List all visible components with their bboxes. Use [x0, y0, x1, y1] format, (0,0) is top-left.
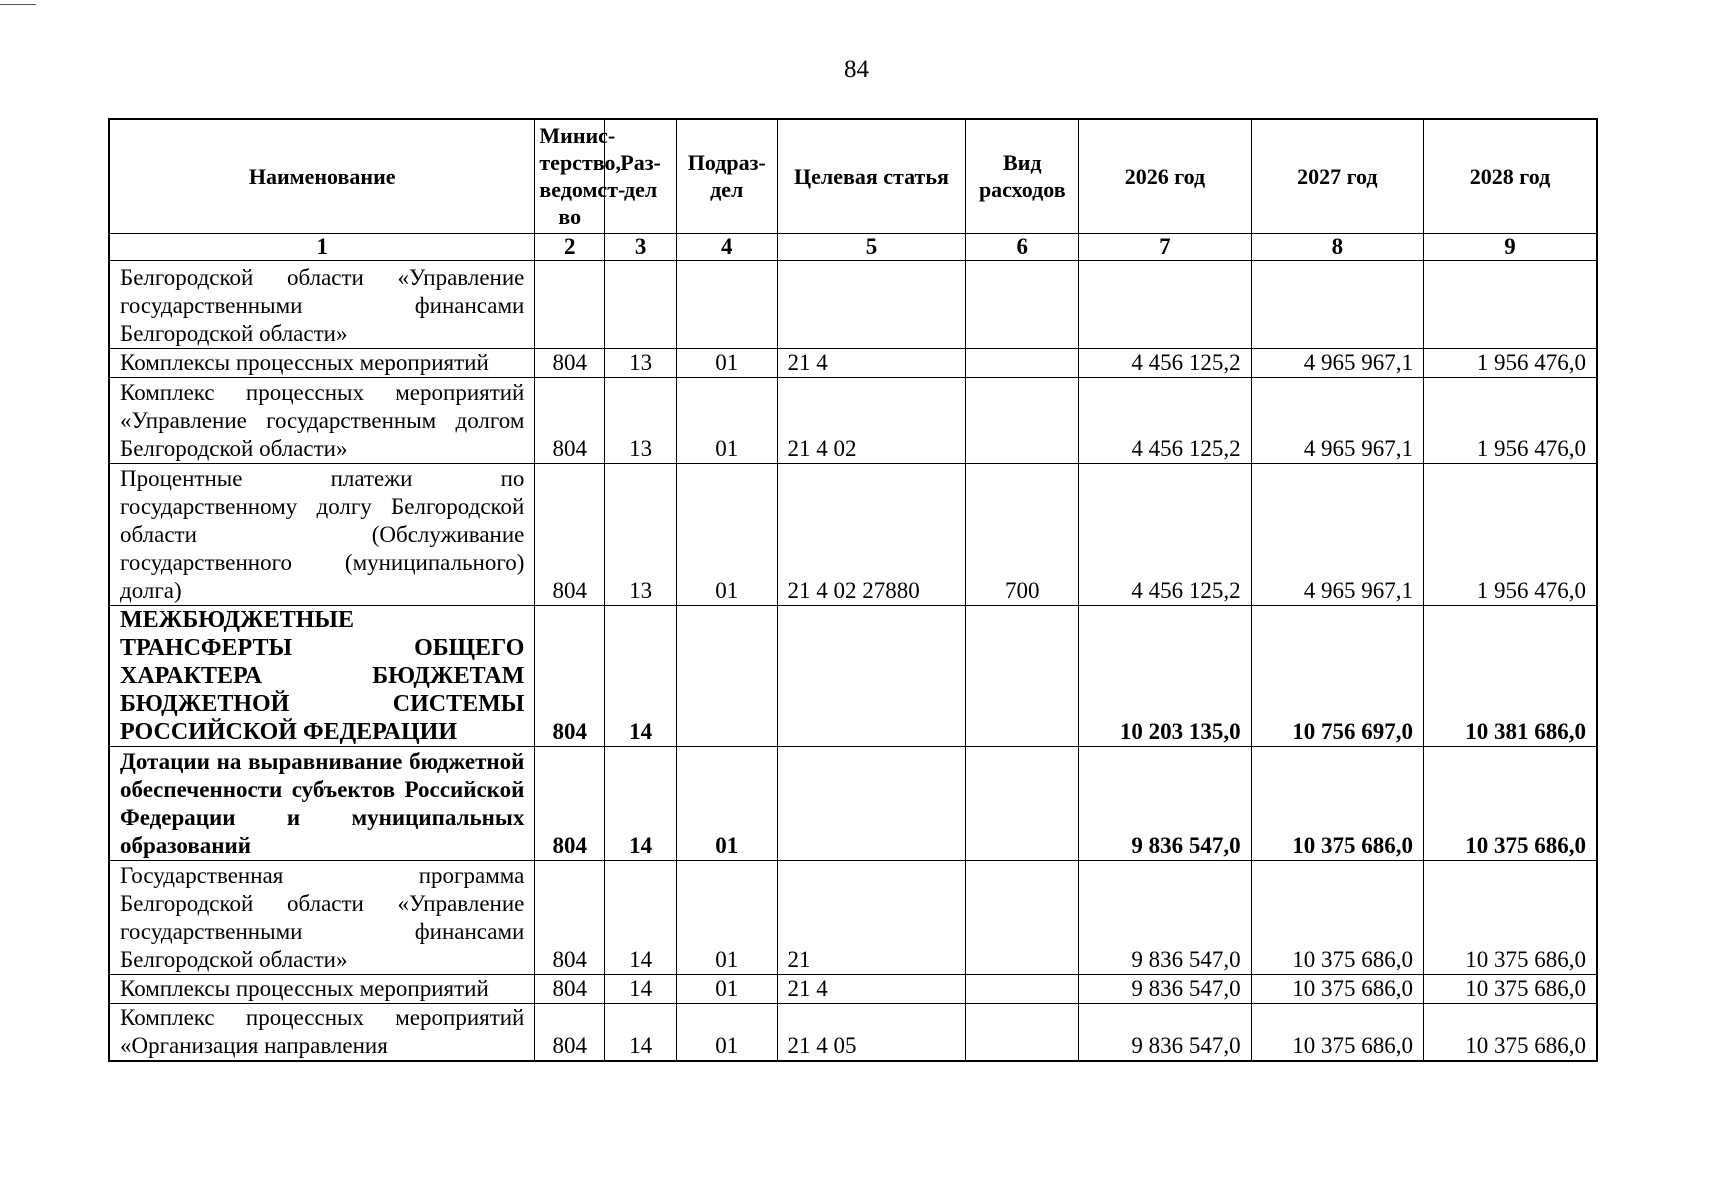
row-target-item: 21 4 — [777, 974, 966, 1003]
row-value-2028: 10 375 686,0 — [1424, 746, 1597, 860]
header-ministry: Минис-терство, ведомст-во — [535, 119, 605, 233]
row-subsection — [676, 260, 777, 348]
header-expense-type: Вид расходов — [966, 119, 1079, 233]
table-row — [109, 974, 1597, 1003]
row-value-2026: 4 456 125,2 — [1079, 463, 1251, 605]
column-index: 6 — [966, 233, 1079, 260]
scan-edge-mark — [0, 4, 36, 5]
header-year-2028: 2028 год — [1424, 119, 1597, 233]
table-row — [109, 746, 1597, 860]
row-name: Белгородской области «Управление государственными финансами Белгородской области» — [109, 260, 535, 348]
row-value-2027: 10 375 686,0 — [1251, 746, 1423, 860]
row-name: Государственная программа Белгородской области «Управление государственными финансами Белгородской области» — [109, 860, 535, 974]
row-section: 14 — [605, 605, 677, 746]
row-expense-type: 700 — [966, 463, 1079, 605]
row-ministry — [535, 260, 605, 348]
row-value-2026: 9 836 547,0 — [1079, 860, 1251, 974]
row-value-2026: 4 456 125,2 — [1079, 377, 1251, 463]
row-target-item: 21 — [777, 860, 966, 974]
row-name: Комплексы процессных мероприятий — [109, 348, 535, 377]
row-target-item: 21 4 02 27880 — [777, 463, 966, 605]
row-ministry: 804 — [535, 860, 605, 974]
row-value-2028: 10 381 686,0 — [1424, 605, 1597, 746]
row-section: 13 — [605, 377, 677, 463]
table-row — [109, 377, 1597, 463]
row-value-2028: 10 375 686,0 — [1424, 974, 1597, 1003]
row-value-2028: 10 375 686,0 — [1424, 1003, 1597, 1061]
table-row — [109, 605, 1597, 746]
column-index: 2 — [535, 233, 605, 260]
row-name: МЕЖБЮДЖЕТНЫЕ ТРАНСФЕРТЫ ОБЩЕГО ХАРАКТЕРА БЮДЖЕТАМ БЮДЖЕТНОЙ СИСТЕМЫ РОССИЙСКОЙ ФЕДЕРАЦИИ — [109, 605, 535, 746]
row-expense-type — [966, 1003, 1079, 1061]
row-subsection: 01 — [676, 348, 777, 377]
table-row — [109, 463, 1597, 605]
column-index-row — [109, 233, 1597, 260]
page-number: 84 — [844, 56, 869, 83]
row-expense-type — [966, 746, 1079, 860]
column-index: 8 — [1251, 233, 1423, 260]
header-target-item: Целевая статья — [777, 119, 966, 233]
row-subsection: 01 — [676, 974, 777, 1003]
row-section: 14 — [605, 860, 677, 974]
table-row — [109, 860, 1597, 974]
row-value-2027: 10 375 686,0 — [1251, 1003, 1423, 1061]
row-value-2027: 10 375 686,0 — [1251, 860, 1423, 974]
row-target-item: 21 4 05 — [777, 1003, 966, 1061]
row-subsection — [676, 605, 777, 746]
row-value-2028: 1 956 476,0 — [1424, 348, 1597, 377]
row-section: 13 — [605, 463, 677, 605]
row-expense-type — [966, 860, 1079, 974]
row-ministry: 804 — [535, 348, 605, 377]
column-index: 7 — [1079, 233, 1251, 260]
header-row — [109, 119, 1597, 233]
row-ministry: 804 — [535, 463, 605, 605]
header-name: Наименование — [109, 119, 535, 233]
row-target-item: 21 4 — [777, 348, 966, 377]
row-name: Дотации на выравнивание бюджетной обеспеченности субъектов Российской Федерации и муниципальных образований — [109, 746, 535, 860]
row-section: 14 — [605, 974, 677, 1003]
row-expense-type — [966, 348, 1079, 377]
column-index: 4 — [676, 233, 777, 260]
column-index: 5 — [777, 233, 966, 260]
row-subsection: 01 — [676, 1003, 777, 1061]
row-value-2028: 1 956 476,0 — [1424, 377, 1597, 463]
row-expense-type — [966, 605, 1079, 746]
column-index: 1 — [109, 233, 535, 260]
row-ministry: 804 — [535, 377, 605, 463]
row-value-2026: 10 203 135,0 — [1079, 605, 1251, 746]
header-year-2026: 2026 год — [1079, 119, 1251, 233]
row-value-2026: 9 836 547,0 — [1079, 746, 1251, 860]
header-section: Раз-дел — [605, 119, 677, 233]
header-year-2027: 2027 год — [1251, 119, 1423, 233]
row-value-2026 — [1079, 260, 1251, 348]
row-subsection: 01 — [676, 860, 777, 974]
row-ministry: 804 — [535, 1003, 605, 1061]
row-name: Процентные платежи по государственному долгу Белгородской области (Обслуживание государственного (муниципального) долга) — [109, 463, 535, 605]
row-value-2027: 4 965 967,1 — [1251, 348, 1423, 377]
row-value-2026: 4 456 125,2 — [1079, 348, 1251, 377]
row-target-item — [777, 605, 966, 746]
row-value-2027 — [1251, 260, 1423, 348]
row-value-2028: 1 956 476,0 — [1424, 463, 1597, 605]
budget-table — [108, 118, 1598, 1062]
row-expense-type — [966, 974, 1079, 1003]
table-row — [109, 348, 1597, 377]
row-value-2026: 9 836 547,0 — [1079, 974, 1251, 1003]
row-name: Комплексы процессных мероприятий — [109, 974, 535, 1003]
row-subsection: 01 — [676, 377, 777, 463]
row-target-item: 21 4 02 — [777, 377, 966, 463]
row-section: 14 — [605, 1003, 677, 1061]
row-target-item — [777, 260, 966, 348]
row-name: Комплекс процессных мероприятий «Управление государственным долгом Белгородской области» — [109, 377, 535, 463]
row-section — [605, 260, 677, 348]
row-expense-type — [966, 260, 1079, 348]
column-index: 3 — [605, 233, 677, 260]
row-value-2027: 10 756 697,0 — [1251, 605, 1423, 746]
column-index: 9 — [1424, 233, 1597, 260]
row-ministry: 804 — [535, 605, 605, 746]
row-section: 13 — [605, 348, 677, 377]
row-target-item — [777, 746, 966, 860]
row-ministry: 804 — [535, 746, 605, 860]
row-value-2027: 10 375 686,0 — [1251, 974, 1423, 1003]
row-value-2027: 4 965 967,1 — [1251, 377, 1423, 463]
row-name: Комплекс процессных мероприятий «Организация направления — [109, 1003, 535, 1061]
row-value-2028: 10 375 686,0 — [1424, 860, 1597, 974]
table-row — [109, 1003, 1597, 1061]
table-row — [109, 260, 1597, 348]
row-section: 14 — [605, 746, 677, 860]
row-subsection: 01 — [676, 463, 777, 605]
header-subsection: Подраз-дел — [676, 119, 777, 233]
row-value-2027: 4 965 967,1 — [1251, 463, 1423, 605]
row-value-2026: 9 836 547,0 — [1079, 1003, 1251, 1061]
row-ministry: 804 — [535, 974, 605, 1003]
row-expense-type — [966, 377, 1079, 463]
row-value-2028 — [1424, 260, 1597, 348]
row-subsection: 01 — [676, 746, 777, 860]
